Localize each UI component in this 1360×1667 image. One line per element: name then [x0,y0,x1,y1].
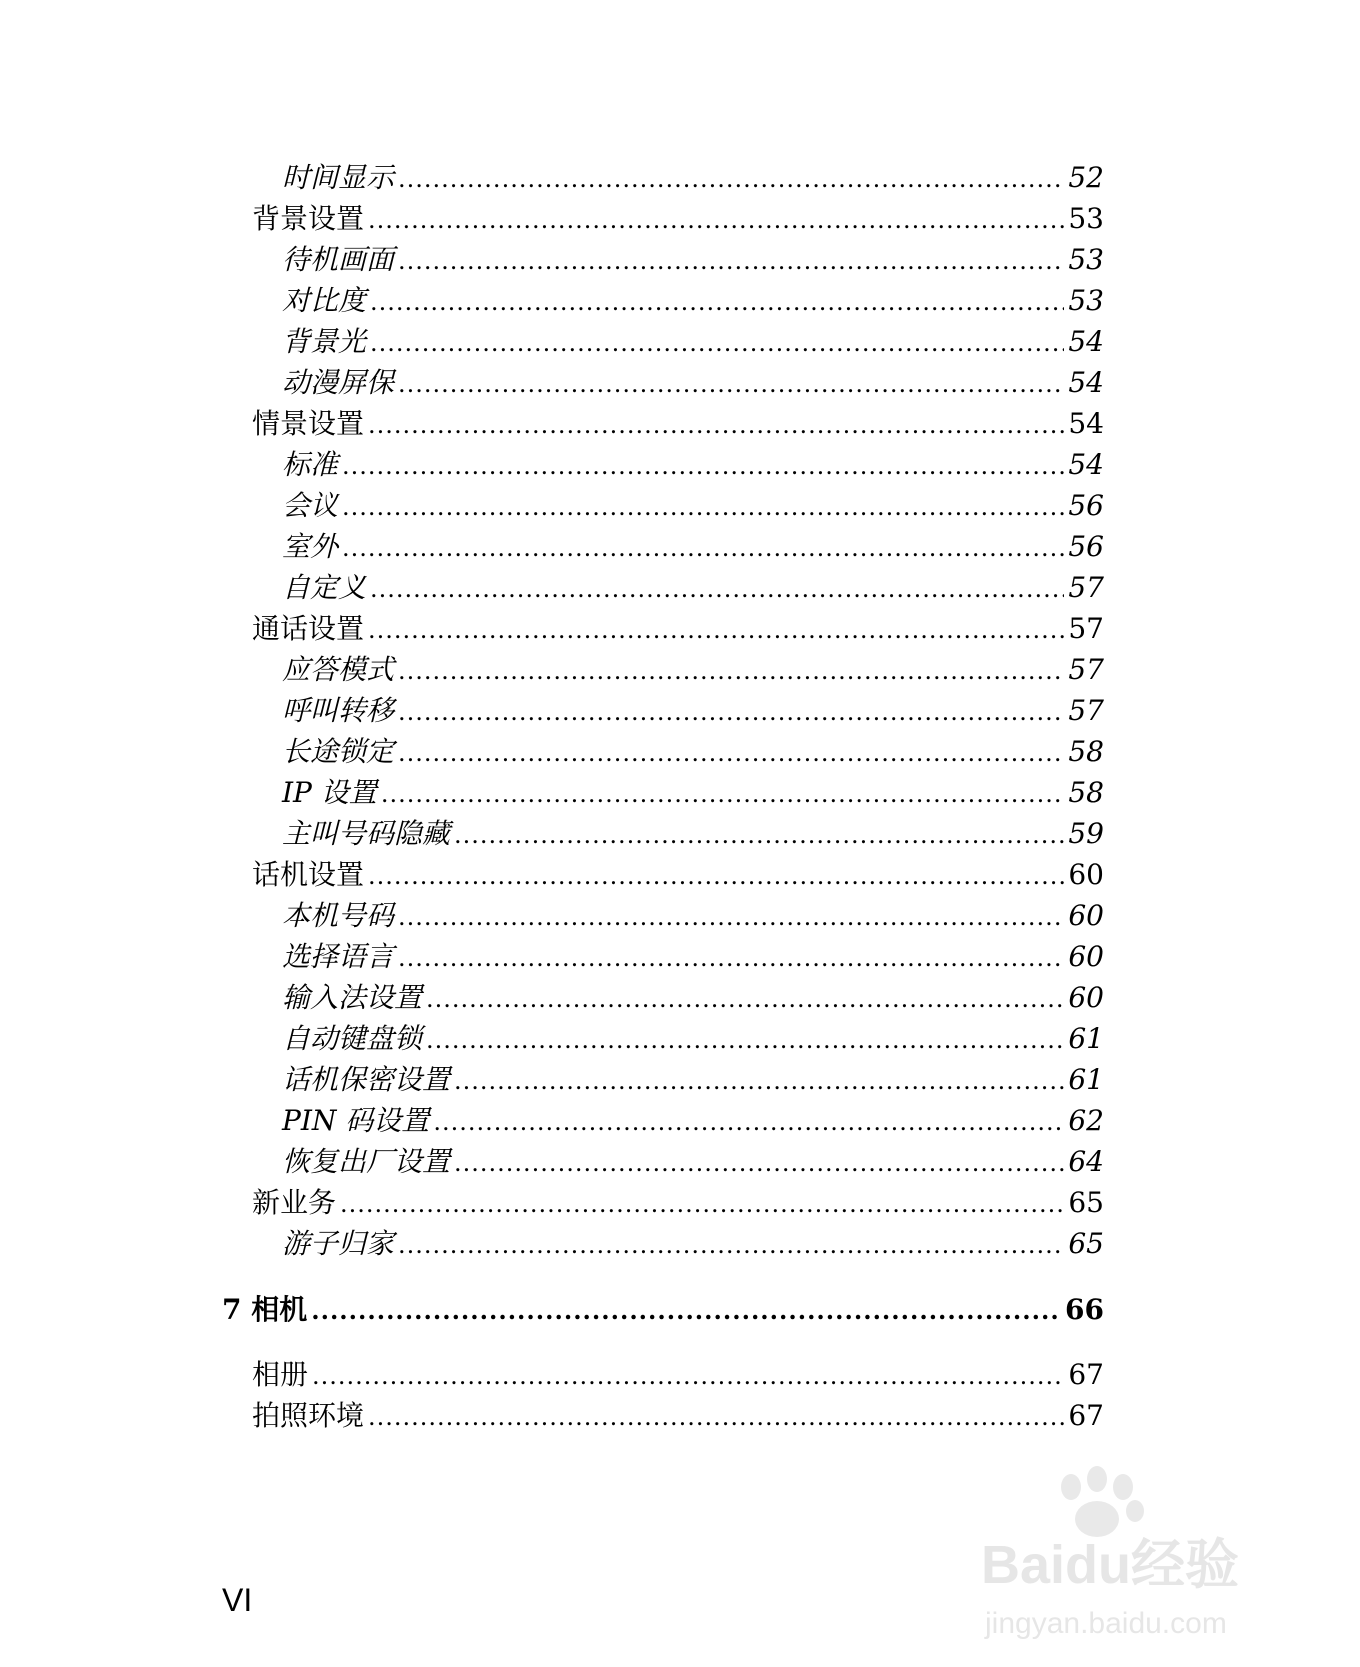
toc-entry-page: 57 [1068,694,1104,727]
toc-leader [368,610,1064,650]
toc-entry-title: 呼叫转移 [282,694,395,727]
toc-entry-title: 游子归家 [282,1227,395,1260]
toc-entry-title: PIN 码设置 [282,1104,430,1137]
toc-entry-page: 60 [1068,981,1104,1014]
toc-entry-title: 自动键盘锁 [282,1022,423,1055]
toc-entry-title: 本机号码 [282,899,395,932]
toc-entry[interactable] [252,199,1104,239]
toc-entry[interactable] [252,1355,1104,1395]
toc-leader [426,1020,1064,1060]
toc-entry[interactable] [282,445,1104,485]
toc-entry[interactable] [282,896,1104,936]
toc-entry-page: 61 [1068,1063,1104,1096]
toc-leader [398,897,1064,937]
toc-entry-title: 时间显示 [282,161,395,194]
toc-entry-title: 动漫屏保 [282,366,395,399]
toc-entry-page: 65 [1068,1227,1104,1260]
toc-entry-title: 主叫号码隐藏 [282,817,451,850]
toc-entry-page: 61 [1068,1022,1104,1055]
toc-leader [398,692,1064,732]
toc-entry-title: 恢复出厂设置 [282,1145,451,1178]
toc-entry-title: 背景光 [282,325,367,358]
toc-entry-title: 对比度 [282,284,367,317]
toc-entry-title: 选择语言 [282,940,395,973]
toc-entry[interactable] [252,855,1104,895]
page-number: VI [222,1582,253,1618]
toc-entry[interactable] [282,732,1104,772]
toc-entry-title: 情景设置 [252,407,365,440]
toc-entry-page: 54 [1068,448,1104,481]
toc-leader [398,241,1064,281]
toc-entry-title: IP 设置 [282,776,377,809]
toc-leader [454,1143,1064,1183]
toc-leader [370,282,1064,322]
toc-chapter-page: 66 [1065,1293,1104,1326]
toc-entry-page: 57 [1068,653,1104,686]
toc-entry[interactable] [282,978,1104,1018]
toc-leader [340,1184,1064,1224]
toc-leader [454,1061,1064,1101]
toc-leader [370,323,1064,363]
toc-entry[interactable] [282,650,1104,690]
toc-entry-title: 拍照环境 [252,1399,365,1432]
watermark-brand: Baidu经验 [981,1535,1240,1595]
toc-entry[interactable] [252,1396,1104,1436]
toc-entry-page: 53 [1068,243,1104,276]
toc-entry-title: 自定义 [282,571,367,604]
toc-entry[interactable] [282,814,1104,854]
toc-entry[interactable] [282,1101,1104,1141]
toc-entry-title: 标准 [282,448,339,481]
toc-leader [368,200,1064,240]
toc-entry-page: 57 [1068,571,1104,604]
toc-entry-page: 59 [1068,817,1104,850]
toc-entry-page: 60 [1068,858,1104,891]
toc-entry-page: 58 [1068,776,1104,809]
toc-entry[interactable] [252,1183,1104,1223]
toc-entry-title: 背景设置 [252,202,365,235]
toc-leader [398,651,1064,691]
toc-entry-page: 53 [1068,202,1104,235]
toc-entry[interactable] [282,527,1104,567]
toc-entry[interactable] [282,773,1104,813]
toc-entry-page: 56 [1068,489,1104,522]
toc-entry-title: 应答模式 [282,653,395,686]
toc-leader [398,159,1064,199]
toc-entry[interactable] [282,1224,1104,1264]
toc-entry-page: 67 [1068,1399,1104,1432]
toc-entry[interactable] [282,1142,1104,1182]
toc-entry-title: 相册 [252,1358,309,1391]
toc-entry[interactable] [282,691,1104,731]
toc-entry-title: 待机画面 [282,243,395,276]
toc-leader [342,487,1064,527]
toc-entry-page: 54 [1068,325,1104,358]
toc-leader [381,774,1065,814]
toc-entry-page: 64 [1068,1145,1104,1178]
toc-entry-title: 话机设置 [252,858,365,891]
toc-entry[interactable] [282,1060,1104,1100]
toc-leader [311,1291,1061,1331]
toc-entry-title: 输入法设置 [282,981,423,1014]
toc-entry-page: 54 [1068,407,1104,440]
toc-entry-title: 室外 [282,530,339,563]
toc-leader [342,446,1064,486]
toc-leader [342,528,1064,568]
toc-entry[interactable] [282,363,1104,403]
toc-entry-page: 60 [1068,899,1104,932]
toc-entry-page: 58 [1068,735,1104,768]
toc-chapter-heading[interactable] [222,1290,1104,1330]
toc-entry-page: 60 [1068,940,1104,973]
toc-leader [398,938,1064,978]
toc-entry-page: 52 [1068,161,1104,194]
toc-entry[interactable] [282,158,1104,198]
toc-leader [398,733,1064,773]
toc-entry[interactable] [282,1019,1104,1059]
toc-leader [454,815,1064,855]
toc-entry-page: 62 [1068,1104,1104,1137]
toc-entry[interactable] [282,240,1104,280]
toc-entry[interactable] [252,609,1104,649]
toc-entry[interactable] [252,404,1104,444]
toc-entry-page: 53 [1068,284,1104,317]
toc-chapter-title: 7 相机 [222,1293,308,1326]
toc-leader [398,1225,1064,1265]
toc-entry-title: 话机保密设置 [282,1063,451,1096]
toc-leader [398,364,1064,404]
toc-entry-page: 56 [1068,530,1104,563]
toc-entry[interactable] [282,937,1104,977]
baidu-watermark [975,1465,1295,1645]
toc-leader [433,1102,1064,1142]
paw-icon [1061,1466,1144,1537]
toc-entry[interactable] [282,281,1104,321]
toc-entry-title: 新业务 [252,1186,337,1219]
toc-leader [370,569,1064,609]
toc-entry-title: 长途锁定 [282,735,395,768]
toc-entry-page: 54 [1068,366,1104,399]
toc-entry-title: 会议 [282,489,339,522]
toc-entry[interactable] [282,322,1104,362]
toc-leader [312,1356,1064,1396]
watermark-url: jingyan.baidu.com [985,1607,1227,1640]
toc-entry[interactable] [282,568,1104,608]
toc-entry-page: 67 [1068,1358,1104,1391]
toc-entry-page: 57 [1068,612,1104,645]
toc-entry-page: 65 [1068,1186,1104,1219]
toc-leader [368,1397,1064,1437]
toc-entry-title: 通话设置 [252,612,365,645]
toc-leader [368,856,1064,896]
toc-leader [426,979,1064,1019]
toc-leader [368,405,1064,445]
toc-entry[interactable] [282,486,1104,526]
